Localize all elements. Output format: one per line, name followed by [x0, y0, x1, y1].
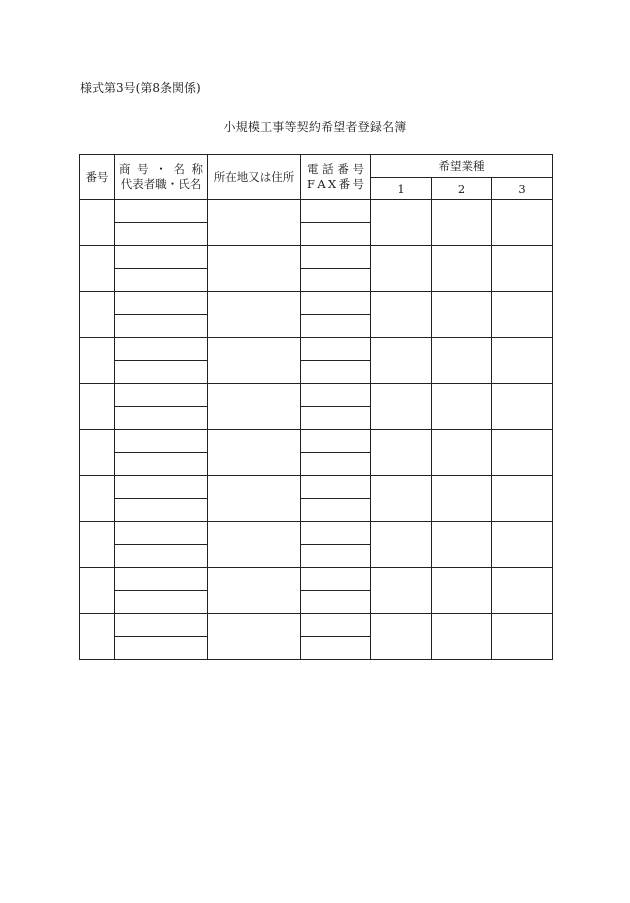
cell-phone[interactable]	[301, 522, 371, 545]
header-name-char: 名	[173, 162, 185, 176]
cell-trade-name[interactable]	[115, 522, 208, 545]
header-type-2: 2	[432, 178, 492, 200]
cell-fax[interactable]	[301, 315, 371, 338]
cell-trade-name[interactable]	[115, 384, 208, 407]
cell-phone[interactable]	[301, 384, 371, 407]
cell-number[interactable]	[80, 292, 115, 338]
cell-trade-name[interactable]	[115, 476, 208, 499]
cell-type-1[interactable]	[371, 522, 432, 568]
cell-trade-name[interactable]	[115, 430, 208, 453]
cell-number[interactable]	[80, 568, 115, 614]
cell-number[interactable]	[80, 430, 115, 476]
cell-number[interactable]	[80, 246, 115, 292]
cell-number[interactable]	[80, 522, 115, 568]
header-phone-char: 電	[307, 162, 319, 176]
cell-type-3[interactable]	[492, 246, 553, 292]
cell-type-2[interactable]	[432, 292, 492, 338]
cell-fax[interactable]	[301, 407, 371, 430]
cell-phone[interactable]	[301, 614, 371, 637]
header-phone-line1	[301, 162, 370, 177]
cell-type-2[interactable]	[432, 476, 492, 522]
header-name-char: 商	[119, 162, 131, 176]
header-type-1: 1	[371, 178, 432, 200]
cell-address[interactable]	[208, 476, 301, 522]
cell-number[interactable]	[80, 384, 115, 430]
cell-fax[interactable]	[301, 223, 371, 246]
cell-fax[interactable]	[301, 637, 371, 660]
cell-phone[interactable]	[301, 338, 371, 361]
header-fax-char: A	[317, 177, 326, 191]
cell-address[interactable]	[208, 384, 301, 430]
form-number: 様式第3号(第8条関係)	[80, 81, 201, 95]
table-row	[80, 384, 553, 407]
cell-phone[interactable]	[301, 430, 371, 453]
cell-type-3[interactable]	[492, 292, 553, 338]
header-name-char: 号	[137, 162, 149, 176]
header-phone	[301, 155, 371, 200]
cell-phone[interactable]	[301, 246, 371, 269]
cell-address[interactable]	[208, 430, 301, 476]
cell-address[interactable]	[208, 522, 301, 568]
cell-fax[interactable]	[301, 499, 371, 522]
header-name-line2: 代表者職・氏名	[120, 177, 202, 191]
cell-number[interactable]	[80, 200, 115, 246]
header-name	[115, 155, 208, 200]
header-name-char: 称	[191, 162, 203, 176]
cell-type-1[interactable]	[371, 568, 432, 614]
header-name-line1	[115, 162, 207, 177]
cell-representative[interactable]	[115, 591, 208, 614]
cell-representative[interactable]	[115, 315, 208, 338]
cell-fax[interactable]	[301, 591, 371, 614]
header-desired-type: 希望業種	[371, 155, 553, 178]
header-fax-char: X	[328, 177, 337, 191]
cell-representative[interactable]	[115, 545, 208, 568]
cell-phone[interactable]	[301, 292, 371, 315]
header-fax-char: F	[307, 177, 315, 191]
cell-trade-name[interactable]	[115, 614, 208, 637]
cell-number[interactable]	[80, 614, 115, 660]
cell-trade-name[interactable]	[115, 246, 208, 269]
table-row	[80, 568, 553, 591]
cell-trade-name[interactable]	[115, 292, 208, 315]
cell-type-1[interactable]	[371, 384, 432, 430]
header-fax-char: 号	[352, 177, 364, 191]
cell-representative[interactable]	[115, 407, 208, 430]
cell-type-2[interactable]	[432, 568, 492, 614]
cell-type-3[interactable]	[492, 384, 553, 430]
cell-type-2[interactable]	[432, 384, 492, 430]
cell-address[interactable]	[208, 614, 301, 660]
cell-representative[interactable]	[115, 269, 208, 292]
table-row	[80, 522, 553, 545]
table-row	[80, 476, 553, 499]
cell-type-3[interactable]	[492, 568, 553, 614]
cell-type-2[interactable]	[432, 522, 492, 568]
table-row	[80, 614, 553, 637]
cell-type-3[interactable]	[492, 338, 553, 384]
header-fax-char: 番	[338, 177, 351, 191]
cell-type-2[interactable]	[432, 338, 492, 384]
cell-representative[interactable]	[115, 637, 208, 660]
cell-type-2[interactable]	[432, 246, 492, 292]
header-address: 所在地又は住所	[208, 155, 301, 200]
table-row	[80, 200, 553, 223]
cell-address[interactable]	[208, 200, 301, 246]
cell-type-1[interactable]	[371, 476, 432, 522]
cell-fax[interactable]	[301, 453, 371, 476]
cell-number[interactable]	[80, 476, 115, 522]
cell-representative[interactable]	[115, 361, 208, 384]
header-phone-line2	[301, 177, 370, 192]
cell-address[interactable]	[208, 292, 301, 338]
cell-type-2[interactable]	[432, 614, 492, 660]
document-title: 小規模工事等契約希望者登録名簿	[223, 120, 407, 134]
cell-address[interactable]	[208, 568, 301, 614]
cell-type-1[interactable]	[371, 338, 432, 384]
cell-number[interactable]	[80, 338, 115, 384]
cell-type-1[interactable]	[371, 614, 432, 660]
header-phone-char: 号	[352, 162, 364, 176]
cell-type-2[interactable]	[432, 430, 492, 476]
table-row	[80, 338, 553, 361]
table-row	[80, 430, 553, 453]
cell-phone[interactable]	[301, 476, 371, 499]
cell-representative[interactable]	[115, 453, 208, 476]
cell-phone[interactable]	[301, 200, 371, 223]
cell-representative[interactable]	[115, 223, 208, 246]
cell-type-3[interactable]	[492, 430, 553, 476]
cell-type-1[interactable]	[371, 430, 432, 476]
cell-trade-name[interactable]	[115, 568, 208, 591]
header-number: 番号	[80, 155, 115, 200]
cell-type-1[interactable]	[371, 200, 432, 246]
table-row	[80, 292, 553, 315]
cell-type-2[interactable]	[432, 200, 492, 246]
cell-type-1[interactable]	[371, 246, 432, 292]
cell-fax[interactable]	[301, 269, 371, 292]
cell-trade-name[interactable]	[115, 200, 208, 223]
cell-fax[interactable]	[301, 545, 371, 568]
table-row	[80, 246, 553, 269]
table-body	[80, 200, 553, 660]
cell-phone[interactable]	[301, 568, 371, 591]
cell-representative[interactable]	[115, 499, 208, 522]
cell-type-3[interactable]	[492, 614, 553, 660]
header-type-3: 3	[492, 178, 553, 200]
cell-fax[interactable]	[301, 361, 371, 384]
header-phone-char: 話	[322, 162, 334, 176]
cell-trade-name[interactable]	[115, 338, 208, 361]
cell-type-1[interactable]	[371, 292, 432, 338]
cell-type-3[interactable]	[492, 200, 553, 246]
cell-address[interactable]	[208, 246, 301, 292]
registration-table	[79, 154, 553, 660]
header-name-char: ・	[155, 162, 167, 176]
cell-type-3[interactable]	[492, 476, 553, 522]
cell-type-3[interactable]	[492, 522, 553, 568]
header-phone-char: 番	[337, 162, 349, 176]
cell-address[interactable]	[208, 338, 301, 384]
